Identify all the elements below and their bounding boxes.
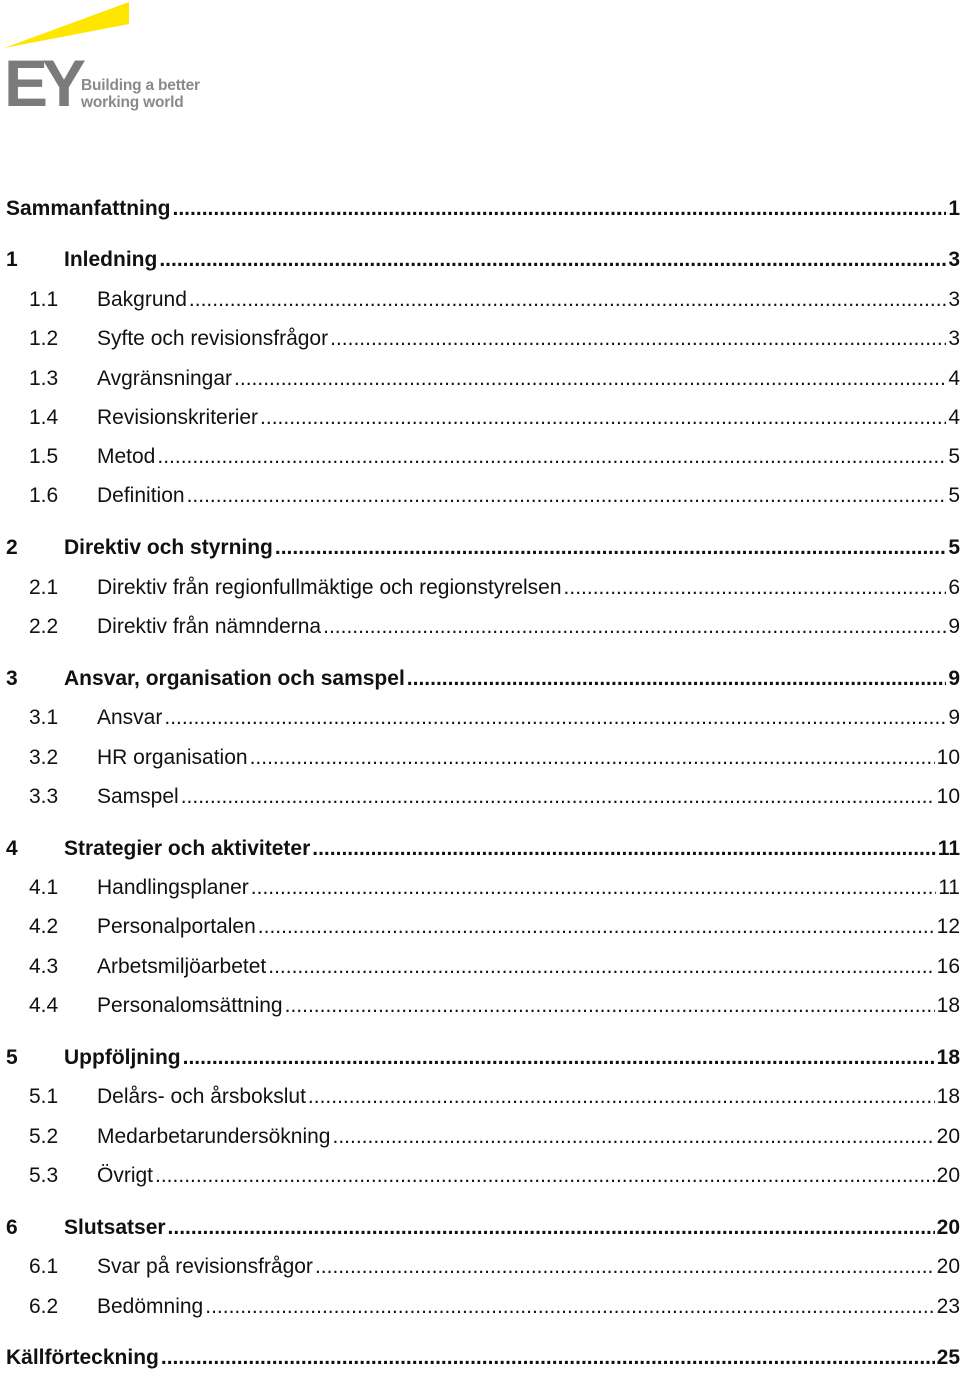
toc-entry-number: 5 [6, 1046, 18, 1069]
toc-entry-page: 11 [938, 876, 960, 899]
toc-entry-page: 9 [948, 615, 960, 638]
toc-entry-number: 6.1 [29, 1255, 59, 1278]
toc-entry-number: 1.3 [29, 367, 59, 390]
toc-entry-number: 3.1 [29, 706, 59, 729]
toc-entry[interactable] [6, 665, 960, 693]
toc-entry[interactable] [29, 953, 960, 981]
toc-entry[interactable] [29, 365, 960, 393]
toc-entry-number: 4.1 [29, 876, 59, 899]
toc-entry-number: 4.4 [29, 994, 59, 1017]
toc-entry-title: Inledning [64, 248, 158, 271]
toc-entry[interactable] [6, 246, 960, 274]
toc-dot-leader [268, 953, 934, 981]
toc-entry-title: Strategier och aktiviteter [64, 837, 311, 860]
toc-entry-number: 1.1 [29, 288, 59, 311]
toc-dot-leader [181, 783, 935, 811]
toc-dot-leader [315, 1253, 935, 1281]
toc-entry-title: Avgränsningar [97, 367, 233, 390]
toc-entry-number: 2.2 [29, 615, 59, 638]
toc-entry[interactable] [29, 613, 960, 641]
toc-entry-number: 5.2 [29, 1125, 59, 1148]
toc-entry[interactable] [6, 1044, 960, 1072]
toc-entry-title: Bakgrund [97, 288, 187, 311]
toc-entry-title: Uppföljning [64, 1046, 181, 1069]
toc-entry-title: Syfte och revisionsfrågor [97, 327, 329, 350]
toc-entry-number: 6.2 [29, 1295, 59, 1318]
toc-entry-title: Revisionskriterier [97, 406, 259, 429]
toc-dot-leader [189, 286, 946, 314]
toc-entry[interactable] [29, 913, 960, 941]
toc-entry-title: Direktiv och styrning [64, 536, 273, 559]
logo-brand: EY [4, 46, 81, 120]
toc-entry-page: 18 [936, 994, 960, 1017]
toc-entry[interactable] [29, 404, 960, 432]
toc-entry[interactable] [29, 286, 960, 314]
toc-entry-page: 11 [937, 837, 960, 860]
toc-entry-title: Personalportalen [97, 915, 256, 938]
toc-entry[interactable] [6, 1344, 960, 1372]
toc-dot-leader [251, 874, 936, 902]
toc-entry-page: 3 [948, 327, 960, 350]
toc-entry-title: Ansvar, organisation och samspel [64, 667, 405, 690]
toc-entry-title: Direktiv från regionfullmäktige och regionstyrelsen [97, 576, 562, 599]
toc-entry[interactable] [29, 744, 960, 772]
toc-entry[interactable] [29, 482, 960, 510]
toc-entry-number: 2 [6, 536, 18, 559]
toc-entry[interactable] [29, 783, 960, 811]
toc-entry-page: 20 [936, 1164, 960, 1187]
toc-entry-title: Ansvar [97, 706, 163, 729]
toc-dot-leader [285, 992, 935, 1020]
toc-entry-page: 9 [948, 706, 960, 729]
toc-entry-number: 3.2 [29, 746, 59, 769]
toc-entry-title: Bedömning [97, 1295, 204, 1318]
toc-entry[interactable] [29, 325, 960, 353]
toc-entry-page: 10 [936, 785, 960, 808]
toc-dot-leader [564, 574, 947, 602]
toc-entry-title: Svar på revisionsfrågor [97, 1255, 313, 1278]
toc-entry[interactable] [29, 443, 960, 471]
toc-entry-page: 4 [948, 406, 960, 429]
toc-dot-leader [260, 404, 946, 432]
toc-entry-title: Källförteckning [6, 1346, 159, 1369]
logo-tagline-line2: working world [81, 94, 184, 111]
toc-entry-title: HR organisation [97, 746, 248, 769]
toc-entry-title: Medarbetarundersökning [97, 1125, 331, 1148]
toc-entry-page: 5 [948, 536, 960, 559]
toc-entry[interactable] [29, 1253, 960, 1281]
toc-dot-leader [258, 913, 935, 941]
ey-logo [0, 0, 220, 120]
toc-dot-leader [173, 195, 947, 223]
toc-dot-leader [312, 835, 936, 863]
toc-dot-leader [250, 744, 935, 772]
toc-entry-number: 2.1 [29, 576, 59, 599]
toc-entry-page: 23 [936, 1295, 960, 1318]
toc-entry-title: Metod [97, 445, 156, 468]
toc-dot-leader [183, 1044, 935, 1072]
toc-dot-leader [234, 365, 946, 393]
toc-entry-page: 20 [936, 1125, 960, 1148]
toc-entry[interactable] [29, 1162, 960, 1190]
toc-entry[interactable] [29, 704, 960, 732]
toc-entry-title: Övrigt [97, 1164, 154, 1187]
toc-entry-title: Handlingsplaner [97, 876, 249, 899]
toc-entry[interactable] [29, 1123, 960, 1151]
toc-entry[interactable] [6, 1214, 960, 1242]
toc-entry-title: Sammanfattning [6, 197, 171, 220]
toc-entry-page: 5 [948, 445, 960, 468]
toc-entry-number: 1 [6, 248, 18, 271]
toc-entry[interactable] [6, 835, 960, 863]
toc-entry-number: 4.2 [29, 915, 59, 938]
toc-entry[interactable] [29, 1293, 960, 1321]
toc-entry-number: 6 [6, 1216, 18, 1239]
toc-entry-number: 3 [6, 667, 18, 690]
toc-entry-title: Personalomsättning [97, 994, 283, 1017]
toc-dot-leader [161, 1344, 935, 1372]
toc-entry-number: 1.5 [29, 445, 59, 468]
toc-entry-page: 6 [948, 576, 960, 599]
toc-dot-leader [205, 1293, 934, 1321]
toc-entry-title: Definition [97, 484, 185, 507]
toc-entry-number: 5.1 [29, 1085, 59, 1108]
toc-entry-number: 4.3 [29, 955, 59, 978]
toc-dot-leader [330, 325, 946, 353]
toc-entry[interactable] [6, 195, 960, 223]
toc-entry[interactable] [29, 1083, 960, 1111]
toc-dot-leader [187, 482, 947, 510]
toc-dot-leader [275, 534, 946, 562]
toc-dot-leader [407, 665, 947, 693]
toc-entry-title: Slutsatser [64, 1216, 166, 1239]
toc-entry-page: 10 [936, 746, 960, 769]
toc-entry-title: Direktiv från nämnderna [97, 615, 322, 638]
toc-entry-page: 3 [948, 288, 960, 311]
toc-entry-page: 18 [936, 1046, 960, 1069]
toc-entry-page: 16 [936, 955, 960, 978]
toc-entry[interactable] [29, 874, 960, 902]
toc-dot-leader [164, 704, 946, 732]
toc-entry-title: Samspel [97, 785, 179, 808]
toc-entry-page: 9 [948, 667, 960, 690]
toc-entry-title: Arbetsmiljöarbetet [97, 955, 267, 978]
toc-entry-page: 12 [936, 915, 960, 938]
toc-dot-leader [323, 613, 946, 641]
toc-dot-leader [308, 1083, 935, 1111]
toc-dot-leader [332, 1123, 934, 1151]
toc-entry-page: 18 [936, 1085, 960, 1108]
toc-entry-page: 5 [948, 484, 960, 507]
toc-entry[interactable] [29, 992, 960, 1020]
toc-dot-leader [168, 1214, 935, 1242]
toc-entry-page: 25 [936, 1346, 960, 1369]
toc-entry-number: 4 [6, 837, 18, 860]
toc-entry[interactable] [29, 574, 960, 602]
logo-tagline [81, 77, 200, 111]
toc-dot-leader [159, 246, 946, 274]
logo-tagline-line1: Building a better [81, 77, 200, 94]
toc-entry-number: 1.4 [29, 406, 59, 429]
toc-entry[interactable] [6, 534, 960, 562]
logo-beam-icon [4, 2, 132, 52]
toc-entry-number: 1.6 [29, 484, 59, 507]
toc-dot-leader [155, 1162, 935, 1190]
toc-entry-number: 5.3 [29, 1164, 59, 1187]
toc-entry-number: 3.3 [29, 785, 59, 808]
toc-entry-number: 1.2 [29, 327, 59, 350]
toc-dot-leader [157, 443, 946, 471]
toc-entry-title: Delårs- och årsbokslut [97, 1085, 306, 1108]
toc-entry-page: 4 [948, 367, 960, 390]
toc-entry-page: 1 [948, 197, 960, 220]
toc-entry-page: 20 [936, 1216, 960, 1239]
toc-entry-page: 20 [936, 1255, 960, 1278]
toc-entry-page: 3 [948, 248, 960, 271]
